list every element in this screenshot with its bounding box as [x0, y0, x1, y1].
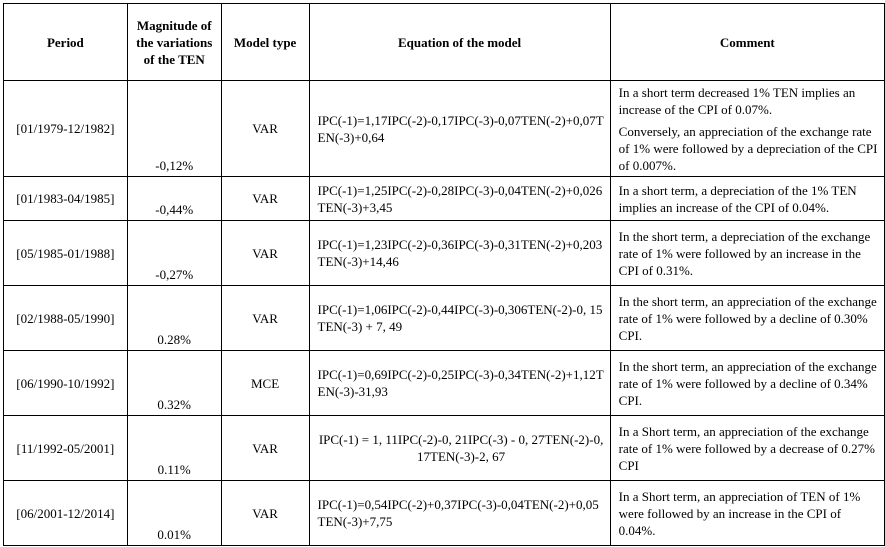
comment-cell: [610, 286, 884, 351]
comment-text-secondary: Conversely, an appreciation of the exchange rate of 1% were followed by a depreciation of the CPI of 0.007%.: [618, 123, 878, 173]
equation-cell: IPC(-1)=1,17IPC(-2)-0,17IPC(-3)-0,07TEN(-2)+0,07TEN(-3)+0,64: [309, 81, 610, 177]
magnitude-cell: 0.28%: [127, 286, 221, 351]
magnitude-cell: 0.01%: [127, 481, 221, 546]
comment-text: In a short term decreased 1% TEN implies an increase of the CPI of 0.07%.: [618, 84, 856, 117]
table-row: [4, 416, 885, 481]
table-row: [4, 351, 885, 416]
model-type-cell: VAR: [221, 481, 309, 546]
header-equation: Equation of the model: [309, 4, 610, 81]
equation-cell: IPC(-1)=0,69IPC(-2)-0,25IPC(-3)-0,34TEN(-2)+1,12TEN(-3)-31,93: [309, 351, 610, 416]
equation-cell: IPC(-1)=1,06IPC(-2)-0,44IPC(-3)-0,306TEN(-2)-0, 15TEN(-3) + 7, 49: [309, 286, 610, 351]
comment-text: In the short term, an appreciation of the exchange rate of 1% were followed by a decline of 0.34% CPI.: [618, 358, 877, 408]
table-row: [4, 177, 885, 221]
magnitude-cell: 0.11%: [127, 416, 221, 481]
comment-cell: [610, 177, 884, 221]
equation-cell: IPC(-1)=1,23IPC(-2)-0,36IPC(-3)-0,31TEN(-2)+0,203TEN(-3)+14,46: [309, 221, 610, 286]
period-cell: [06/2001-12/2014]: [4, 481, 128, 546]
header-row: [4, 4, 885, 81]
results-table: [3, 3, 885, 546]
magnitude-cell: -0,27%: [127, 221, 221, 286]
period-cell: [01/1979-12/1982]: [4, 81, 128, 177]
period-cell: [02/1988-05/1990]: [4, 286, 128, 351]
magnitude-cell: -0,44%: [127, 177, 221, 221]
comment-cell: [610, 81, 884, 177]
period-cell: [01/1983-04/1985]: [4, 177, 128, 221]
model-type-cell: VAR: [221, 221, 309, 286]
header-magnitude: Magnitude of the variations of the TEN: [127, 4, 221, 81]
comment-text: In the short term, an appreciation of the exchange rate of 1% were followed by a decline of 0.30% CPI.: [618, 293, 877, 343]
model-type-cell: VAR: [221, 177, 309, 221]
comment-text: In a short term, a depreciation of the 1% TEN implies an increase of the CPI of 0.04%.: [618, 182, 857, 215]
comment-cell: [610, 481, 884, 546]
magnitude-cell: 0.32%: [127, 351, 221, 416]
equation-cell: IPC(-1) = 1, 11IPC(-2)-0, 21IPC(-3) - 0, 27TEN(-2)-0, 17TEN(-3)-2, 67: [309, 416, 610, 481]
header-comment: Comment: [610, 4, 884, 81]
table-row: [4, 286, 885, 351]
equation-cell: IPC(-1)=1,25IPC(-2)-0,28IPC(-3)-0,04TEN(-2)+0,026TEN(-3)+3,45: [309, 177, 610, 221]
equation-cell: IPC(-1)=0,54IPC(-2)+0,37IPC(-3)-0,04TEN(-2)+0,05TEN(-3)+7,75: [309, 481, 610, 546]
period-cell: [05/1985-01/1988]: [4, 221, 128, 286]
model-type-cell: VAR: [221, 286, 309, 351]
model-type-cell: VAR: [221, 416, 309, 481]
comment-cell: [610, 416, 884, 481]
model-type-cell: VAR: [221, 81, 309, 177]
comment-text: In the short term, a depreciation of the exchange rate of 1% were followed by an increase in the CPI of 0.31%.: [618, 228, 871, 278]
header-model-type: Model type: [221, 4, 309, 81]
magnitude-cell: -0,12%: [127, 81, 221, 177]
comment-text: In a Short term, an appreciation of the exchange rate of 1% were followed by a decrease of 0.27% CPI: [618, 423, 875, 473]
table-row: [4, 481, 885, 546]
period-cell: [06/1990-10/1992]: [4, 351, 128, 416]
table-row: [4, 221, 885, 286]
model-type-cell: MCE: [221, 351, 309, 416]
period-cell: [11/1992-05/2001]: [4, 416, 128, 481]
comment-cell: [610, 351, 884, 416]
comment-cell: [610, 221, 884, 286]
table-row: [4, 81, 885, 177]
comment-text: In a Short term, an appreciation of TEN of 1% were followed by an increase in the CPI of 0.04%.: [618, 488, 861, 538]
header-period: Period: [4, 4, 128, 81]
